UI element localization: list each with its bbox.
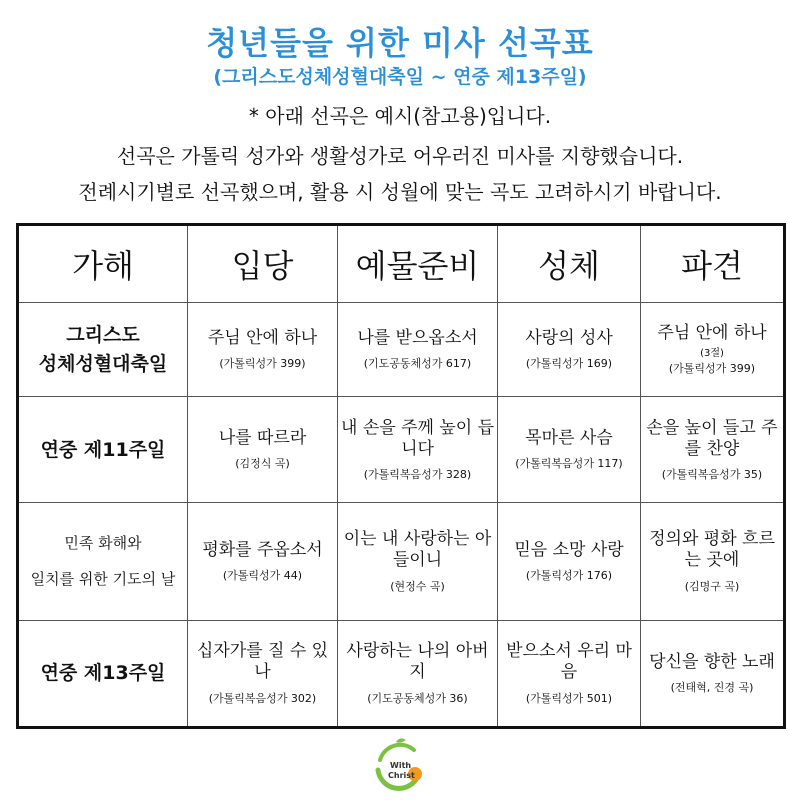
song-cell-dismissal bbox=[641, 620, 785, 727]
song-verse: (3절) bbox=[700, 348, 724, 360]
row-label-line: 일치를 위한 기도의 날 bbox=[30, 570, 176, 589]
song-source: (김명구 곡) bbox=[684, 579, 740, 593]
song-cell-entrance bbox=[188, 303, 338, 397]
song-cell-communion bbox=[498, 620, 641, 727]
row-label bbox=[18, 503, 188, 620]
column-header-offertory: 예물준비 bbox=[338, 225, 498, 303]
column-header-entrance: 입당 bbox=[188, 225, 338, 303]
song-title: 평화를 주옵소서 bbox=[202, 539, 323, 560]
row-label-line: 민족 화해와 bbox=[64, 534, 142, 553]
song-source: (가톨릭성가 44) bbox=[222, 569, 303, 583]
row-label-line: 연중 제13주일 bbox=[40, 662, 166, 685]
song-cell-communion bbox=[498, 303, 641, 397]
song-title: 믿음 소망 사랑 bbox=[514, 539, 624, 560]
note-example: * 아래 선곡은 예시(참고용)입니다. bbox=[248, 104, 552, 128]
page-subtitle: (그리스도성체성혈대축일 ~ 연중 제13주일) bbox=[213, 66, 587, 88]
note-liturgy: 전례시기별로 선곡했으며, 활용 시 성월에 맞는 곡도 고려하시기 바랍니다. bbox=[78, 180, 722, 204]
song-cell-dismissal bbox=[641, 397, 785, 503]
song-cell-communion bbox=[498, 397, 641, 503]
song-title: 나를 받으옵소서 bbox=[357, 328, 478, 349]
table-row bbox=[18, 503, 785, 620]
row-label-line: 성체성혈대축일 bbox=[38, 352, 168, 375]
logo-text-with: With bbox=[390, 761, 412, 770]
note-selection: 선곡은 가톨릭 성가와 생활성가로 어우러진 미사를 지향했습니다. bbox=[116, 144, 684, 168]
row-label bbox=[18, 397, 188, 503]
song-source: (가톨릭복음성가 117) bbox=[515, 457, 623, 471]
song-title: 나를 따르라 bbox=[218, 428, 307, 449]
table-row bbox=[18, 303, 785, 397]
song-cell-entrance bbox=[188, 620, 338, 727]
table-header-row bbox=[18, 225, 785, 303]
row-label-line: 그리스도 bbox=[66, 324, 140, 347]
song-title: 사랑의 성사 bbox=[525, 328, 613, 349]
song-title: 받으소서 우리 마음 bbox=[506, 641, 632, 683]
song-title: 당신을 향한 노래 bbox=[649, 651, 775, 672]
song-source: (가톨릭성가 176) bbox=[525, 569, 613, 583]
column-header-dismissal: 파견 bbox=[641, 225, 785, 303]
song-source: (현정수 곡) bbox=[390, 579, 445, 593]
logo-text-christ: Christ bbox=[388, 771, 415, 780]
song-cell-dismissal bbox=[641, 503, 785, 620]
song-source: (가톨릭성가 399) bbox=[668, 362, 756, 376]
song-cell-dismissal bbox=[641, 303, 785, 397]
song-title: 목마른 사슴 bbox=[525, 428, 613, 449]
song-title: 이는 내 사랑하는 아들이니 bbox=[343, 529, 492, 571]
song-source: (가톨릭성가 169) bbox=[525, 357, 613, 371]
row-label-line: 연중 제11주일 bbox=[40, 438, 166, 461]
song-title: 십자가를 질 수 있나 bbox=[196, 641, 329, 683]
column-header-communion: 성체 bbox=[498, 225, 641, 303]
song-source: (가톨릭성가 501) bbox=[525, 691, 613, 705]
song-source: (기도공동체성가 36) bbox=[367, 691, 468, 705]
song-source: (가톨릭복음성가 302) bbox=[208, 691, 317, 705]
page-title: 청년들을 위한 미사 선곡표 bbox=[206, 24, 594, 62]
song-source: (기도공동체성가 617) bbox=[363, 357, 472, 371]
song-source: (가톨릭성가 399) bbox=[219, 357, 306, 371]
column-header-year: 가해 bbox=[18, 225, 188, 303]
song-cell-offertory bbox=[338, 397, 498, 503]
song-title: 주님 안에 하나 bbox=[657, 323, 767, 344]
table-row bbox=[18, 397, 785, 503]
song-cell-offertory bbox=[338, 303, 498, 397]
row-label bbox=[18, 620, 188, 727]
song-cell-entrance bbox=[188, 397, 338, 503]
song-title: 내 손을 주께 높이 듭니다 bbox=[341, 417, 494, 459]
song-cell-entrance bbox=[188, 503, 338, 620]
song-cell-offertory bbox=[338, 620, 498, 727]
song-source: (가톨릭복음성가 35) bbox=[661, 468, 763, 482]
table-row bbox=[18, 620, 785, 727]
row-label bbox=[18, 303, 188, 397]
song-cell-offertory bbox=[338, 503, 498, 620]
song-source: (가톨릭복음성가 328) bbox=[363, 468, 472, 482]
song-title: 주님 안에 하나 bbox=[207, 328, 318, 349]
song-title: 사랑하는 나의 아버지 bbox=[346, 641, 489, 683]
song-title: 손을 높이 들고 주를 찬양 bbox=[646, 417, 778, 459]
song-source: (전태혁, 진경 곡) bbox=[670, 680, 754, 694]
song-title: 정의와 평화 흐르는 곳에 bbox=[649, 529, 775, 571]
with-christ-logo bbox=[368, 736, 430, 794]
logo-graphic bbox=[368, 736, 430, 794]
song-schedule-table bbox=[16, 223, 786, 729]
song-source: (김정식 곡) bbox=[235, 457, 290, 471]
song-cell-communion bbox=[498, 503, 641, 620]
